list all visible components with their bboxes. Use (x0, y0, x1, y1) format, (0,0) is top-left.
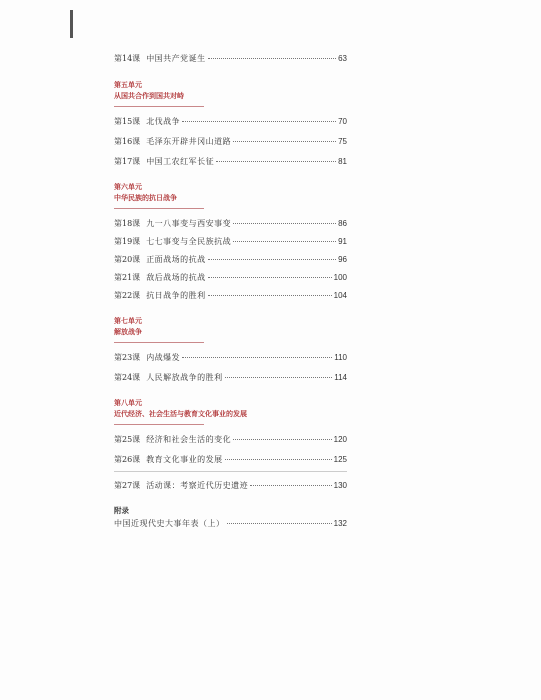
toc-entry-appendix[interactable] (114, 518, 347, 530)
dot-leader (225, 377, 333, 378)
unit-8-label: 第八单元 (114, 398, 142, 407)
dot-leader (250, 485, 331, 486)
lesson-number: 第18课 (114, 219, 141, 228)
lesson-number: 第14课 (114, 54, 141, 63)
toc-entry-lesson-14[interactable] (114, 53, 347, 65)
toc-entry-lesson-16[interactable] (114, 136, 347, 148)
page-number: 120 (333, 435, 347, 444)
page-number: 130 (333, 481, 347, 490)
dot-leader (182, 121, 336, 122)
dot-leader (233, 439, 331, 440)
page-number: 125 (333, 455, 347, 464)
toc-entry-lesson-15[interactable] (114, 116, 347, 128)
scan-edge-mark (70, 10, 73, 38)
page-number: 114 (334, 373, 347, 382)
unit-7-subtitle: 解放战争 (114, 327, 142, 336)
toc-entry-lesson-25[interactable] (114, 434, 347, 446)
page-number: 104 (333, 291, 347, 300)
dot-leader (233, 141, 336, 142)
page-number: 100 (333, 273, 347, 282)
lesson-number: 第26课 (114, 455, 141, 464)
lesson-number: 第15课 (114, 117, 141, 126)
dot-leader (225, 459, 332, 460)
unit-5-label: 第五单元 (114, 80, 142, 89)
dot-leader (233, 223, 336, 224)
lesson-title: 教育文化事业的发展 (146, 455, 223, 464)
lesson-number: 第24课 (114, 373, 141, 382)
unit-6-subtitle: 中华民族的抗日战争 (114, 193, 177, 202)
table-of-contents (114, 53, 347, 530)
page-number: 63 (338, 54, 347, 63)
lesson-number: 第19课 (114, 237, 141, 246)
unit-6-label: 第六单元 (114, 182, 142, 191)
toc-entry-lesson-26[interactable] (114, 454, 347, 466)
unit-7-label: 第七单元 (114, 316, 142, 325)
page-number: 132 (333, 519, 347, 528)
lesson-title: 人民解放战争的胜利 (146, 373, 223, 382)
lesson-title: 中国共产党诞生 (146, 54, 206, 63)
lesson-title: 中国工农红军长征 (146, 157, 215, 166)
lesson-number: 第23课 (114, 353, 141, 362)
page-number: 91 (338, 237, 347, 246)
dot-leader (216, 161, 336, 162)
toc-entry-lesson-24[interactable] (114, 372, 347, 384)
lesson-number: 第27课 (114, 481, 141, 490)
lesson-title: 敌后战场的抗战 (146, 273, 206, 282)
page-number: 70 (338, 117, 347, 126)
lesson-title: 正面战场的抗战 (146, 255, 206, 264)
dot-leader (182, 357, 332, 358)
lesson-title: 经济和社会生活的变化 (146, 435, 232, 444)
page-number: 86 (338, 219, 347, 228)
toc-entry-lesson-18[interactable] (114, 218, 347, 230)
toc-entry-lesson-21[interactable] (114, 272, 347, 284)
page-number: 75 (338, 137, 347, 146)
lesson-title: 毛泽东开辟井冈山道路 (146, 137, 232, 146)
dot-leader (227, 523, 332, 524)
toc-entry-lesson-22[interactable] (114, 290, 347, 302)
toc-entry-lesson-20[interactable] (114, 254, 347, 266)
unit-8-subtitle: 近代经济、社会生活与教育文化事业的发展 (114, 409, 247, 418)
lesson-title: 七七事变与全民族抗战 (146, 237, 232, 246)
dot-leader (208, 259, 336, 260)
lesson-number: 第21课 (114, 273, 141, 282)
lesson-number: 第22课 (114, 291, 141, 300)
dot-leader (208, 295, 332, 296)
dot-leader (233, 241, 336, 242)
dot-leader (208, 58, 336, 59)
toc-entry-lesson-19[interactable] (114, 236, 347, 248)
appendix-title: 中国近现代史大事年表（上） (114, 519, 225, 528)
lesson-title: 抗日战争的胜利 (146, 291, 206, 300)
lesson-title: 活动课：考察近代历史遗迹 (146, 481, 249, 490)
toc-entry-lesson-27[interactable] (114, 480, 347, 492)
lesson-title: 九一八事变与西安事变 (146, 219, 232, 228)
appendix-label: 附录 (114, 506, 129, 515)
unit-5-subtitle: 从国共合作到国共对峙 (114, 91, 184, 100)
lesson-number: 第20课 (114, 255, 141, 264)
lesson-title: 北伐战争 (146, 117, 181, 126)
toc-entry-lesson-17[interactable] (114, 156, 347, 168)
lesson-number: 第17课 (114, 157, 141, 166)
page-number: 81 (338, 157, 347, 166)
lesson-title: 内战爆发 (146, 353, 181, 362)
page-number: 110 (334, 353, 347, 362)
page-number: 96 (338, 255, 347, 264)
lesson-number: 第25课 (114, 435, 141, 444)
lesson-number: 第16课 (114, 137, 141, 146)
dot-leader (208, 277, 332, 278)
toc-entry-lesson-23[interactable] (114, 352, 347, 364)
